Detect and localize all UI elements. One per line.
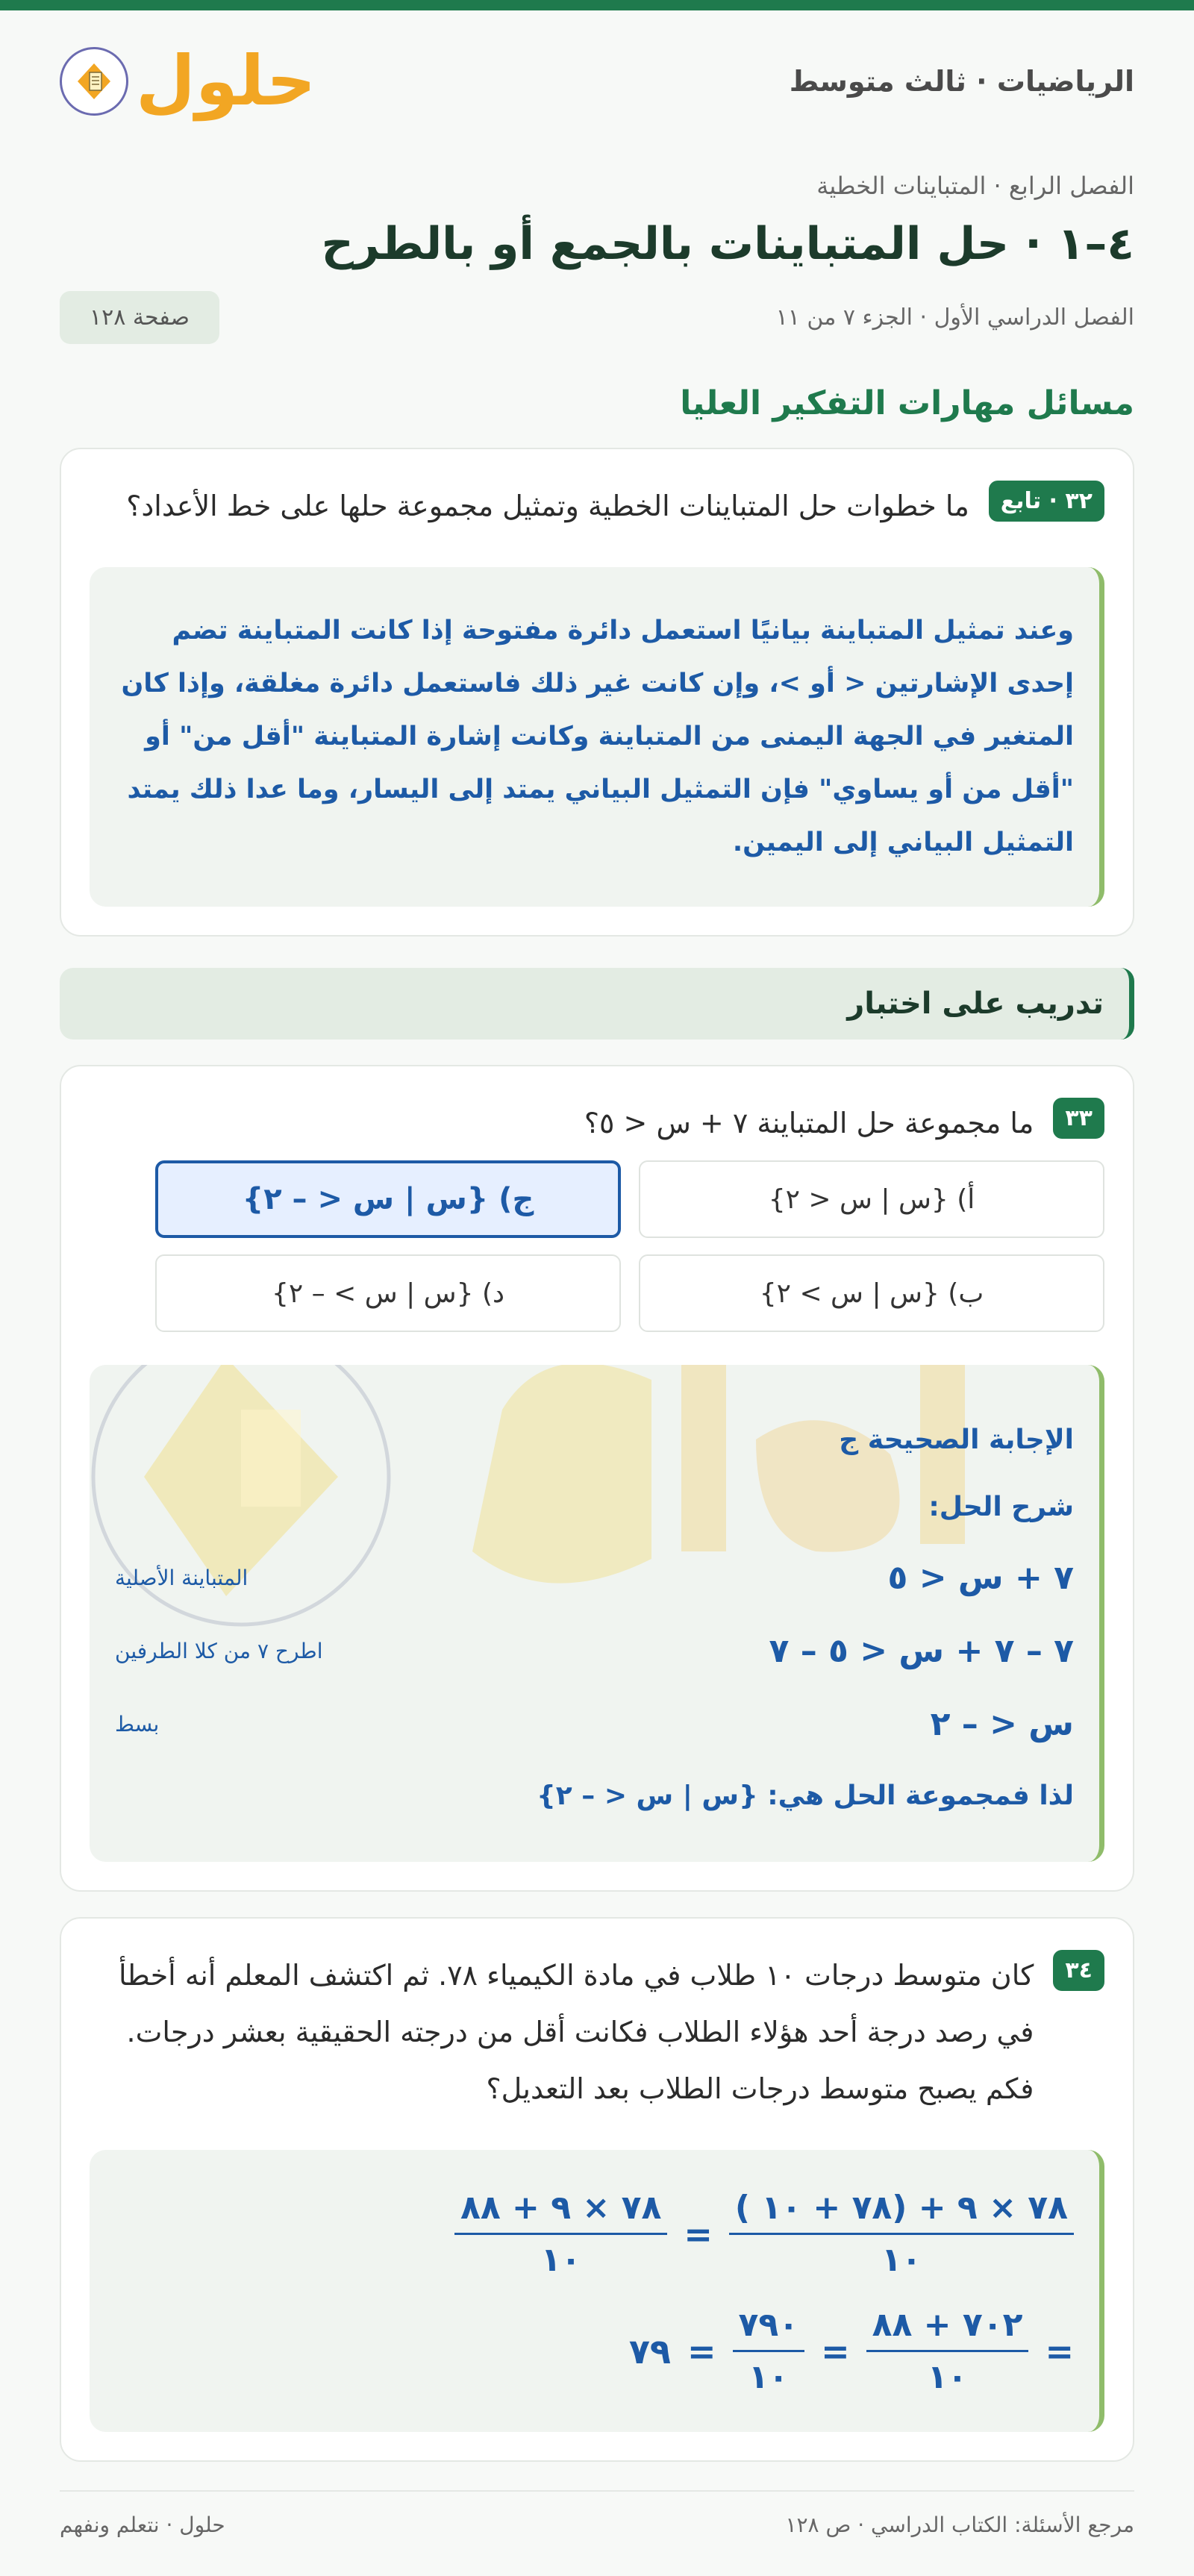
lesson-title: ٤–١ · حل المتباينات بالجمع أو بالطرح <box>321 218 1134 270</box>
practice-section-bar <box>60 968 1134 1040</box>
option-b[interactable]: ب) {س | س > ٢} <box>639 1254 1104 1332</box>
fraction-numerator: ٧٨ × ٩ + ٨٨ <box>454 2189 667 2235</box>
solution-box <box>90 2150 1104 2432</box>
step-equation: ٧ + س < ٥ <box>887 1558 1074 1597</box>
logo[interactable] <box>60 41 316 121</box>
logo-text: حلول <box>136 41 316 121</box>
step-note: بسط <box>115 1711 160 1736</box>
answer-box <box>90 567 1104 907</box>
fraction-denominator: ١٠ <box>748 2358 789 2396</box>
fraction <box>454 2189 667 2279</box>
footer-brand[interactable]: حلول · نتعلم ونفهم <box>60 2513 225 2537</box>
final-result: ٧٩ <box>628 2330 671 2372</box>
lesson-meta-row <box>60 291 1134 344</box>
fraction-denominator: ١٠ <box>927 2358 968 2396</box>
footer-reference: مرجع الأسئلة: الكتاب الدراسي · ص ١٢٨ <box>785 2513 1134 2537</box>
question-number-badge: ٣٢ · تابع <box>989 481 1104 522</box>
option-c-selected[interactable]: ج) {س | س < – ٢} <box>155 1160 621 1238</box>
question-number-badge: ٣٣ <box>1053 1098 1104 1139</box>
option-a[interactable]: أ) {س | س < ٢} <box>639 1160 1104 1238</box>
lesson-meta: الفصل الدراسي الأول · الجزء ٧ من ١١ <box>775 304 1134 331</box>
equation-line-2 <box>115 2306 1074 2396</box>
solution-step <box>115 1541 1074 1614</box>
equation-line-1 <box>115 2189 1074 2279</box>
solution-box <box>90 1365 1104 1862</box>
fraction-numerator: ٧٠٢ + ٨٨ <box>866 2306 1029 2352</box>
question-number-badge: ٣٤ <box>1053 1950 1104 1991</box>
answer-text: وعند تمثيل المتباينة بيانيًا استعمل دائرة مفتوحة إذا كانت المتباينة تضم إحدى الإشارتين < أو >، وإن كانت غير ذلك فاستعمل دائرة مغلقة، وإذا كان المتغير في الجهة اليمنى من المتباينة وكانت إشارة المتباينة "أقل من" أو "أقل من أو يساوي" فإن التمثيل البياني يمتد إلى اليسار، وما عدا ذلك يمتد التمثيل البياني إلى اليمين. <box>121 616 1074 857</box>
page-badge: صفحة ١٢٨ <box>60 291 219 344</box>
solution-step <box>115 1614 1074 1687</box>
fraction-denominator: ١٠ <box>540 2241 581 2279</box>
section-title: مسائل مهارات التفكير العليا <box>680 384 1134 422</box>
page <box>0 10 1194 2567</box>
subject-label: الرياضيات · ثالث متوسط <box>789 65 1134 98</box>
fraction <box>866 2306 1029 2396</box>
answer-options <box>155 1160 1104 1332</box>
equals-sign: = <box>684 2213 713 2254</box>
equals-sign: = <box>1045 2330 1074 2372</box>
fraction-numerator: ٧٩٠ <box>733 2306 805 2352</box>
header <box>60 10 1134 152</box>
correct-answer-label: الإجابة الصحيحة ج <box>839 1425 1074 1455</box>
fraction <box>733 2306 805 2396</box>
question-row <box>90 478 1104 534</box>
book-icon <box>60 47 128 116</box>
question-text: ما خطوات حل المتباينات الخطية وتمثيل مجموعة حلها على خط الأعداد؟ <box>126 490 969 522</box>
step-equation: س < – ٢ <box>930 1704 1074 1743</box>
solution-step <box>115 1687 1074 1760</box>
step-equation: ٧ – ٧ + س < ٥ – ٧ <box>769 1631 1074 1670</box>
step-note: اطرح ٧ من كلا الطرفين <box>115 1638 323 1663</box>
practice-title: تدريب على اختبار <box>847 987 1104 1021</box>
footer <box>60 2490 1134 2537</box>
question-text: ما مجموعة حل المتباينة ٧ + س < ٥؟ <box>584 1107 1034 1139</box>
question-card-33 <box>60 1065 1134 1892</box>
chapter-label: الفصل الرابع · المتباينات الخطية <box>816 172 1134 200</box>
step-note: المتباينة الأصلية <box>115 1565 249 1590</box>
question-card-34 <box>60 1917 1134 2462</box>
top-accent-bar <box>0 0 1194 10</box>
option-d[interactable]: د) {س | س > – ٢} <box>155 1254 621 1332</box>
question-card-32 <box>60 448 1134 937</box>
question-row <box>90 1095 1104 1151</box>
question-row <box>90 1947 1104 2117</box>
fraction-denominator: ١٠ <box>881 2241 922 2279</box>
question-text: كان متوسط درجات ١٠ طلاب في مادة الكيمياء ٧٨. ثم اكتشف المعلم أنه أخطأ في رصد درجة أحد هؤلاء الطلاب فكانت أقل من درجته الحقيقية بعشر درجات. فكم يصبح متوسط درجات الطلاب بعد التعديل؟ <box>118 1959 1034 2105</box>
equals-sign: = <box>821 2330 850 2372</box>
fraction-numerator: ٧٨ × ٩ + (٧٨ + ١٠ ) <box>729 2189 1074 2235</box>
fraction <box>729 2189 1074 2279</box>
explanation-label: شرح الحل: <box>928 1492 1074 1522</box>
equals-sign: = <box>687 2330 716 2372</box>
solution-conclusion: لذا فمجموعة الحل هي: {س | س < – ٢} <box>537 1781 1074 1811</box>
